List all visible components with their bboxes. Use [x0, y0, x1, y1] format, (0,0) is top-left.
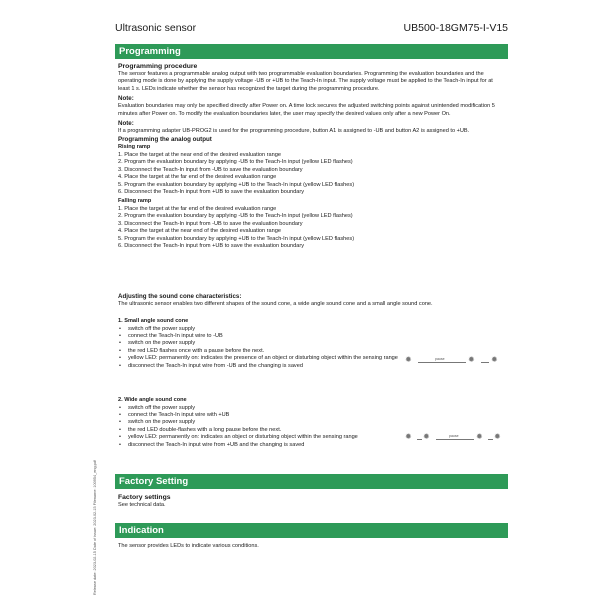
led-flash-icon: ✹: [405, 355, 412, 364]
factory-text: See technical data.: [118, 502, 166, 508]
list-item: 1. Place the target at the far end of the desired evaluation range: [118, 205, 277, 212]
list-item: • switch off the power supply: [118, 405, 398, 412]
led-flash-icon: ✹: [491, 355, 498, 364]
sound-cone-section: [118, 293, 503, 308]
page-header: [115, 22, 508, 38]
list-item: • switch on the power supply: [118, 340, 398, 347]
short-gap-line: [417, 439, 422, 440]
pause-line: [436, 439, 474, 440]
list-item: • switch on the power supply: [118, 419, 398, 426]
procedure-text: The sensor features a programmable analog output with two programmable evaluation boundaries. Programming the evaluation boundaries and the operating mode is done by applying the supply voltage -UB or +UB to the Teach-In input. The supply voltage must be applied to the Teach-In input for at least 1 s. LEDs indicate whether the sensor has recognized the target during the programming procedure.: [118, 71, 493, 92]
programming-procedure: [118, 63, 503, 250]
pause-label: pause: [449, 434, 459, 438]
wide-cone-led-diagram: [405, 432, 505, 446]
list-item: 3. Disconnect the Teach-In input from -UB to save the evaluation boundary: [118, 166, 303, 173]
note1-heading: Note:: [118, 95, 134, 103]
list-item: 6. Disconnect the Teach-In input from +UB to save the evaluation boundary: [118, 242, 304, 249]
factory-settings: [118, 494, 503, 509]
list-item: 6. Disconnect the Teach-In input from +UB to save the evaluation boundary: [118, 188, 304, 195]
section-bar-indication: Indication: [115, 523, 508, 538]
list-item: 5. Program the evaluation boundary by applying +UB to the Teach-In input (yellow LED flashes): [118, 235, 355, 242]
pause-line: [418, 362, 466, 363]
list-item: 4. Place the target at the far end of the desired evaluation range: [118, 174, 277, 181]
short-gap-line: [488, 439, 493, 440]
rising-list: [118, 152, 503, 196]
wide-cone-heading: 2. Wide angle sound cone: [118, 397, 187, 403]
indication-text: The sensor provides LEDs to indicate various conditions.: [118, 543, 259, 549]
list-item: • yellow LED: permanently on: indicates an object or disturbing object within the sensing range: [118, 434, 398, 441]
document-title: Ultrasonic sensor: [115, 22, 197, 34]
list-item: • yellow LED: permanently on: indicates the presence of an object or disturbing object within the sensing range: [118, 355, 398, 362]
list-item: • connect the Teach-In input wire to -UB: [118, 333, 398, 340]
release-info-text: Release date: 2023-02-15 Date of issue: 2023-02-15 Filename: 100954_eng.pdf: [93, 460, 97, 595]
small-cone-list: [118, 326, 398, 370]
note1-text: Evaluation boundaries may only be specified directly after Power on. A time lock secures the adjusted switching points against unintended modification 5 minutes after Power on. To modify the evaluation boundaries later, the user may specify the desired values only after a new Power On.: [118, 103, 495, 117]
indication-block: [118, 543, 503, 550]
list-item: • connect the Teach-In input wire with +UB: [118, 412, 398, 419]
led-flash-icon: ✹: [494, 432, 501, 441]
procedure-heading: Programming procedure: [118, 63, 198, 70]
small-cone-block: [118, 318, 398, 370]
small-cone-led-diagram: [405, 355, 505, 369]
falling-heading: Falling ramp: [118, 198, 152, 205]
section-bar-programming: Programming: [115, 44, 508, 59]
list-item: 3. Disconnect the Teach-In input from -UB to save the evaluation boundary: [118, 220, 303, 227]
note2-text: If a programming adapter UB-PROG2 is used for the programming procedure, button A1 is assigned to -UB and button A2 is assigned to +UB.: [118, 128, 470, 135]
analog-heading: Programming the analog output: [118, 136, 212, 144]
cone-text: The ultrasonic sensor enables two different shapes of the sound cone, a wide angle sound cone and a small angle sound cone.: [118, 301, 433, 307]
list-item: 5. Program the evaluation boundary by applying +UB to the Teach-In input (yellow LED flashes): [118, 181, 355, 188]
pause-line: [481, 362, 489, 363]
small-cone-heading: 1. Small angle sound cone: [118, 318, 189, 324]
section-bar-factory: Factory Setting: [115, 474, 508, 489]
falling-list: [118, 206, 503, 250]
note2-heading: Note:: [118, 120, 134, 128]
cone-heading: Adjusting the sound cone characteristics:: [118, 293, 242, 300]
list-item: • disconnect the Teach-In input wire from -UB and the changing is saved: [118, 363, 398, 370]
list-item: • disconnect the Teach-In input wire from +UB and the changing is saved: [118, 442, 398, 449]
led-flash-icon: ✹: [405, 432, 412, 441]
led-flash-icon: ✹: [468, 355, 475, 364]
list-item: 1. Place the target at the near end of the desired evaluation range: [118, 151, 281, 158]
list-item: • the red LED double-flashes with a long pause before the next.: [118, 427, 398, 434]
led-flash-icon: ✹: [423, 432, 430, 441]
product-code: UB500-18GM75-I-V15: [403, 22, 508, 34]
led-flash-icon: ✹: [476, 432, 483, 441]
pause-label: pause: [435, 357, 445, 361]
list-item: 2. Program the evaluation boundary by applying -UB to the Teach-In input (yellow LED flashes): [118, 213, 353, 220]
rising-heading: Rising ramp: [118, 144, 151, 151]
factory-heading: Factory settings: [118, 494, 171, 501]
list-item: • the red LED flashes once with a pause before the next.: [118, 348, 398, 355]
wide-cone-list: [118, 405, 398, 449]
release-info-sidebar: [88, 428, 98, 598]
wide-cone-block: [118, 397, 398, 449]
list-item: 4. Place the target at the near end of the desired evaluation range: [118, 228, 281, 235]
list-item: • switch off the power supply: [118, 326, 398, 333]
list-item: 2. Program the evaluation boundary by applying -UB to the Teach-In input (yellow LED flashes): [118, 159, 353, 166]
